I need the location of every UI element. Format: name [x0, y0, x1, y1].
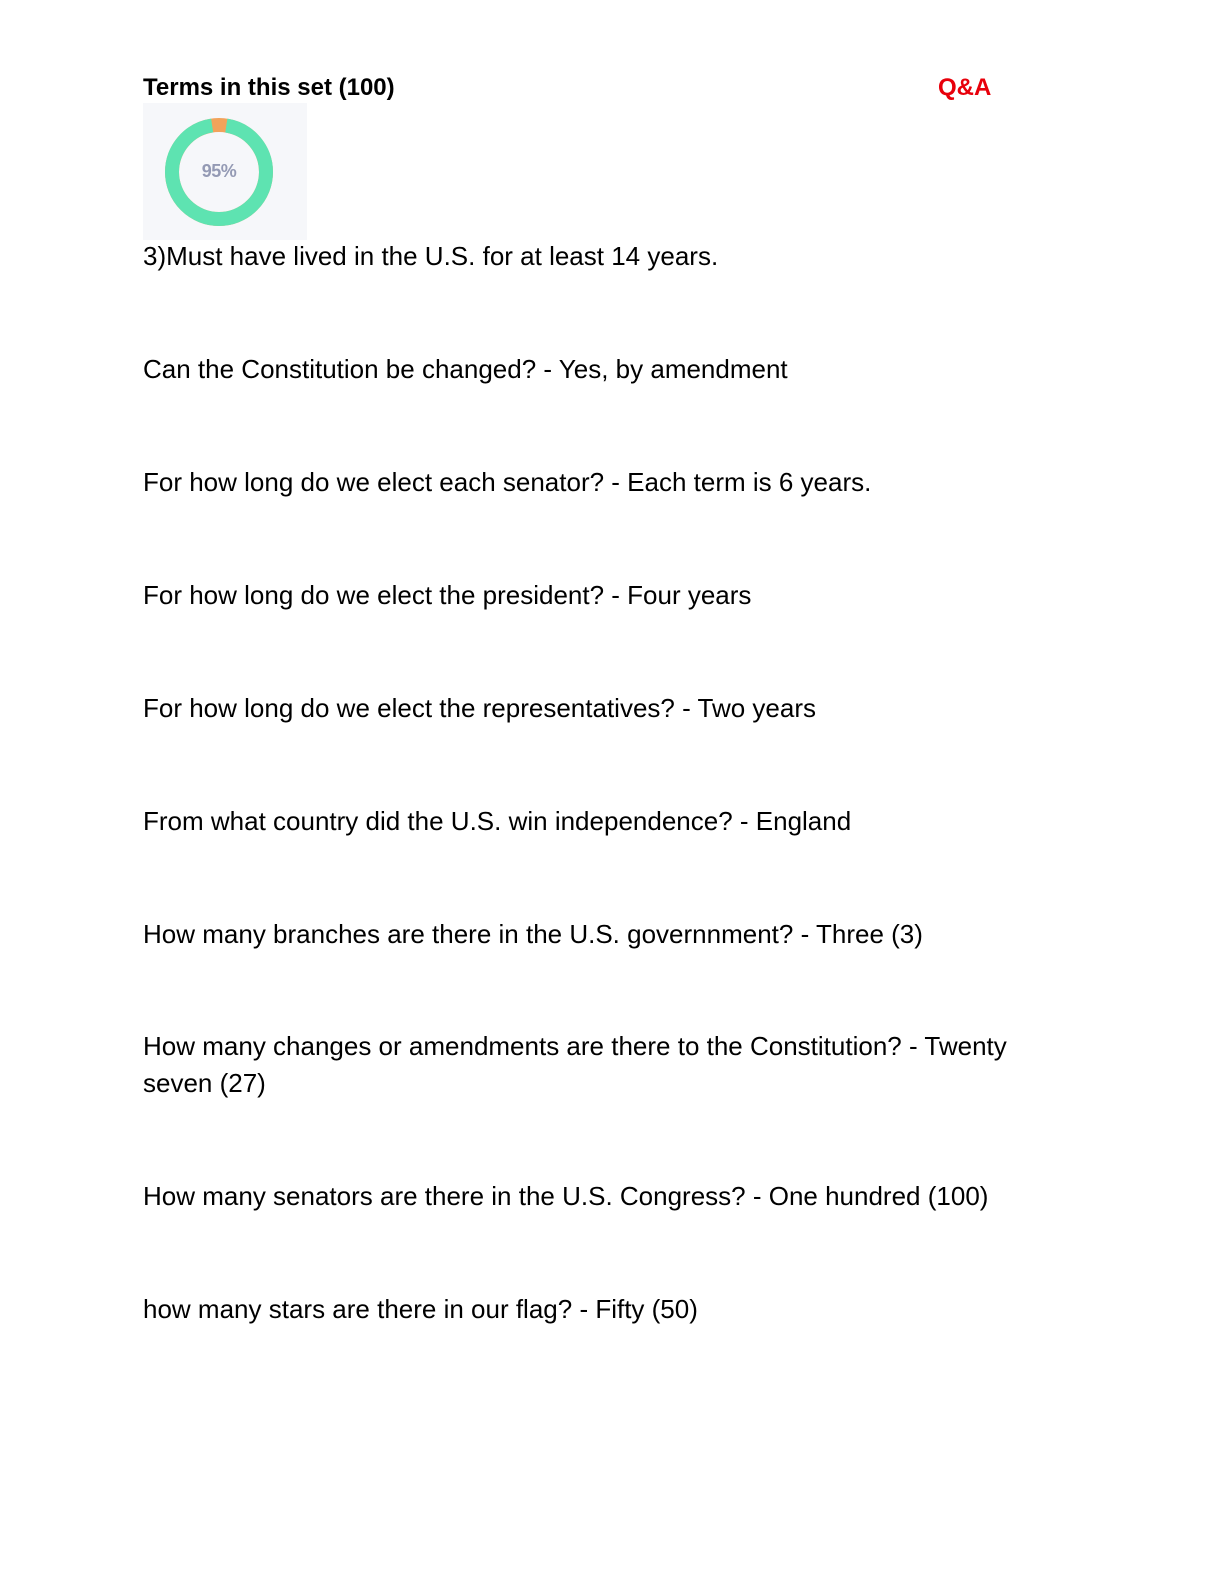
progress-ring-widget — [143, 103, 307, 240]
qa-item: How many changes or amendments are there to the Constitution? - Twenty seven (27) — [143, 1031, 1007, 1098]
qa-item: 3)Must have lived in the U.S. for at least 14 years. — [143, 241, 719, 271]
qa-item: How many branches are there in the U.S. governnment? - Three (3) — [143, 919, 923, 949]
qa-item: Can the Constitution be changed? - Yes, by amendment — [143, 354, 788, 384]
qa-item: How many senators are there in the U.S. Congress? - One hundred (100) — [143, 1181, 989, 1211]
set-title: Terms in this set (100) — [143, 74, 395, 101]
qa-item: For how long do we elect each senator? - Each term is 6 years. — [143, 467, 872, 497]
qa-tag: Q&A — [938, 74, 992, 101]
progress-percent-label: 95% — [201, 161, 237, 181]
qa-item: For how long do we elect the president? - Four years — [143, 580, 752, 610]
qa-item: how many stars are there in our flag? - Fifty (50) — [143, 1294, 698, 1324]
qa-item: For how long do we elect the representatives? - Two years — [143, 693, 816, 723]
qa-item: From what country did the U.S. win independence? - England — [143, 806, 852, 836]
